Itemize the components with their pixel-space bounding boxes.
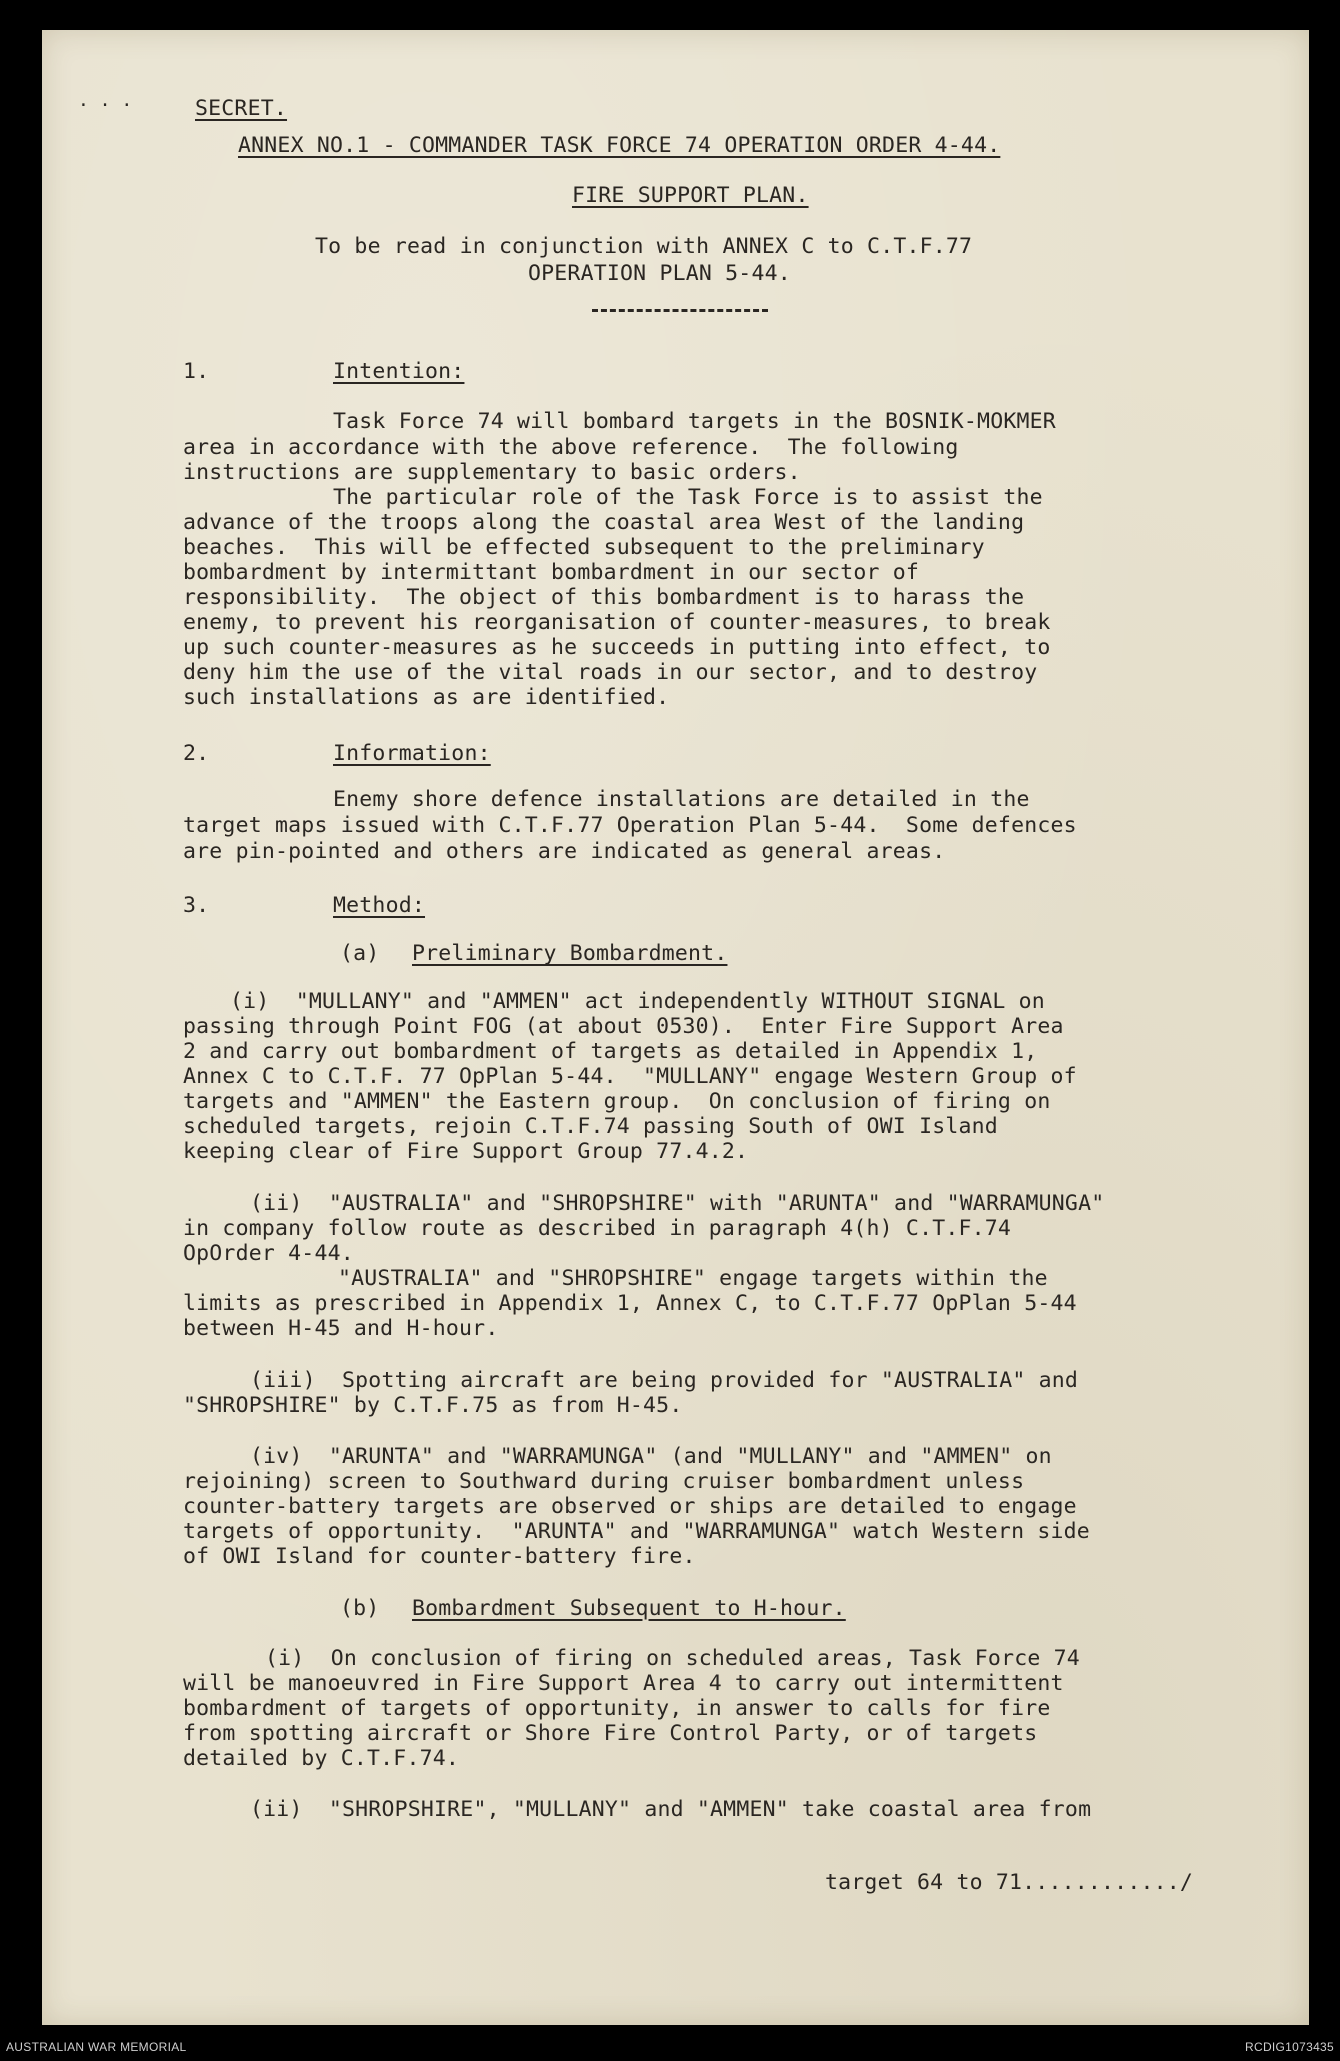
para-a2-line: in company follow route as described in paragraph 4(h) C.T.F.74	[183, 1216, 1012, 1241]
subsection-a-label: (a)	[340, 941, 380, 966]
footer-archive-name: AUSTRALIAN WAR MEMORIAL	[6, 2040, 187, 2054]
section-1-heading: Intention:	[333, 359, 465, 384]
section-3-number: 3.	[183, 893, 210, 918]
para-a1-line: Annex C to C.T.F. 77 OpPlan 5-44. "MULLANY" engage Western Group of	[183, 1064, 1077, 1089]
subsection-b-heading: Bombardment Subsequent to H-hour.	[412, 1596, 846, 1621]
para-a1-line: (i) "MULLANY" and "AMMEN" act independently WITHOUT SIGNAL on	[230, 989, 1045, 1014]
pin-marks: · · ·	[78, 95, 133, 116]
section-1-number: 1.	[183, 359, 210, 384]
classification-marking: SECRET.	[195, 96, 288, 121]
para-b1-line: will be manoeuvred in Fire Support Area 4 to carry out intermittent	[183, 1671, 1064, 1696]
section-1-line: bombardment by intermittant bombardment in our sector of	[183, 560, 920, 585]
para-a1-line: scheduled targets, rejoin C.T.F.74 passing South of OWI Island	[183, 1114, 998, 1139]
para-a1-line: 2 and carry out bombardment of targets as detailed in Appendix 1,	[183, 1039, 1038, 1064]
catchword: target 64 to 71............/	[825, 1870, 1194, 1895]
para-b1-line: from spotting aircraft or Shore Fire Control Party, or of targets	[183, 1721, 1038, 1746]
section-2-line: Enemy shore defence installations are detailed in the	[333, 787, 1030, 812]
annex-title: ANNEX NO.1 - COMMANDER TASK FORCE 74 OPERATION ORDER 4-44.	[238, 133, 1001, 158]
para-a4-line: targets of opportunity. "ARUNTA" and "WARRAMUNGA" watch Western side	[183, 1519, 1090, 1544]
para-a1-line: keeping clear of Fire Support Group 77.4.2.	[183, 1139, 749, 1164]
subsection-b-label: (b)	[340, 1596, 380, 1621]
section-2-number: 2.	[183, 741, 210, 766]
section-1-line: Task Force 74 will bombard targets in the BOSNIK-MOKMER	[333, 409, 1056, 434]
plan-title: FIRE SUPPORT PLAN.	[572, 183, 809, 208]
footer-record-id: RCDIG1073435	[1245, 2040, 1334, 2054]
para-a2-line: "AUSTRALIA" and "SHROPSHIRE" engage targets within the	[338, 1266, 1048, 1291]
para-a3-line: (iii) Spotting aircraft are being provided for "AUSTRALIA" and	[250, 1368, 1079, 1393]
section-1-line: responsibility. The object of this bombardment is to harass the	[183, 585, 1025, 610]
read-with-line-2: OPERATION PLAN 5-44.	[528, 261, 791, 286]
section-2-line: target maps issued with C.T.F.77 Operation Plan 5-44. Some defences	[183, 813, 1077, 838]
para-a1-line: targets and "AMMEN" the Eastern group. On conclusion of firing on	[183, 1089, 1051, 1114]
section-1-line: advance of the troops along the coastal area West of the landing	[183, 510, 1025, 535]
para-a2-line: between H-45 and H-hour.	[183, 1316, 499, 1341]
para-a3-line: "SHROPSHIRE" by C.T.F.75 as from H-45.	[183, 1393, 683, 1418]
section-1-line: enemy, to prevent his reorganisation of counter-measures, to break	[183, 610, 1051, 635]
para-a2-line: OpOrder 4-44.	[183, 1241, 354, 1266]
subsection-a-heading: Preliminary Bombardment.	[412, 941, 728, 966]
para-b1-line: (i) On conclusion of firing on scheduled areas, Task Force 74	[265, 1646, 1080, 1671]
section-1-line: such installations as are identified.	[183, 685, 670, 710]
read-with-line-1: To be read in conjunction with ANNEX C to C.T.F.77	[315, 234, 973, 259]
para-a2-line: (ii) "AUSTRALIA" and "SHROPSHIRE" with "ARUNTA" and "WARRAMUNGA"	[250, 1191, 1105, 1216]
section-2-heading: Information:	[333, 741, 491, 766]
section-1-line: deny him the use of the vital roads in our sector, and to destroy	[183, 660, 1038, 685]
section-1-line: The particular role of the Task Force is to assist the	[333, 485, 1043, 510]
para-b1-line: bombardment of targets of opportunity, in answer to calls for fire	[183, 1696, 1051, 1721]
para-b1-line: detailed by C.T.F.74.	[183, 1746, 460, 1771]
section-1-line: area in accordance with the above reference. The following	[183, 435, 959, 460]
para-a1-line: passing through Point FOG (at about 0530). Enter Fire Support Area	[183, 1014, 1064, 1039]
para-a4-line: counter-battery targets are observed or ships are detailed to engage	[183, 1494, 1077, 1519]
section-2-line: are pin-pointed and others are indicated as general areas.	[183, 839, 946, 864]
para-a2-line: limits as prescribed in Appendix 1, Annex C, to C.T.F.77 OpPlan 5-44	[183, 1291, 1077, 1316]
para-a4-line: (iv) "ARUNTA" and "WARRAMUNGA" (and "MULLANY" and "AMMEN" on	[250, 1444, 1052, 1469]
section-3-heading: Method:	[333, 893, 426, 918]
para-a4-line: of OWI Island for counter-battery fire.	[183, 1544, 696, 1569]
para-b2-line: (ii) "SHROPSHIRE", "MULLANY" and "AMMEN" take coastal area from	[250, 1797, 1092, 1822]
para-a4-line: rejoining) screen to Southward during cruiser bombardment unless	[183, 1469, 1025, 1494]
header-divider	[592, 309, 768, 312]
section-1-line: beaches. This will be effected subsequent to the preliminary	[183, 535, 985, 560]
section-1-line: up such counter-measures as he succeeds in putting into effect, to	[183, 635, 1051, 660]
section-1-line: instructions are supplementary to basic orders.	[183, 460, 801, 485]
